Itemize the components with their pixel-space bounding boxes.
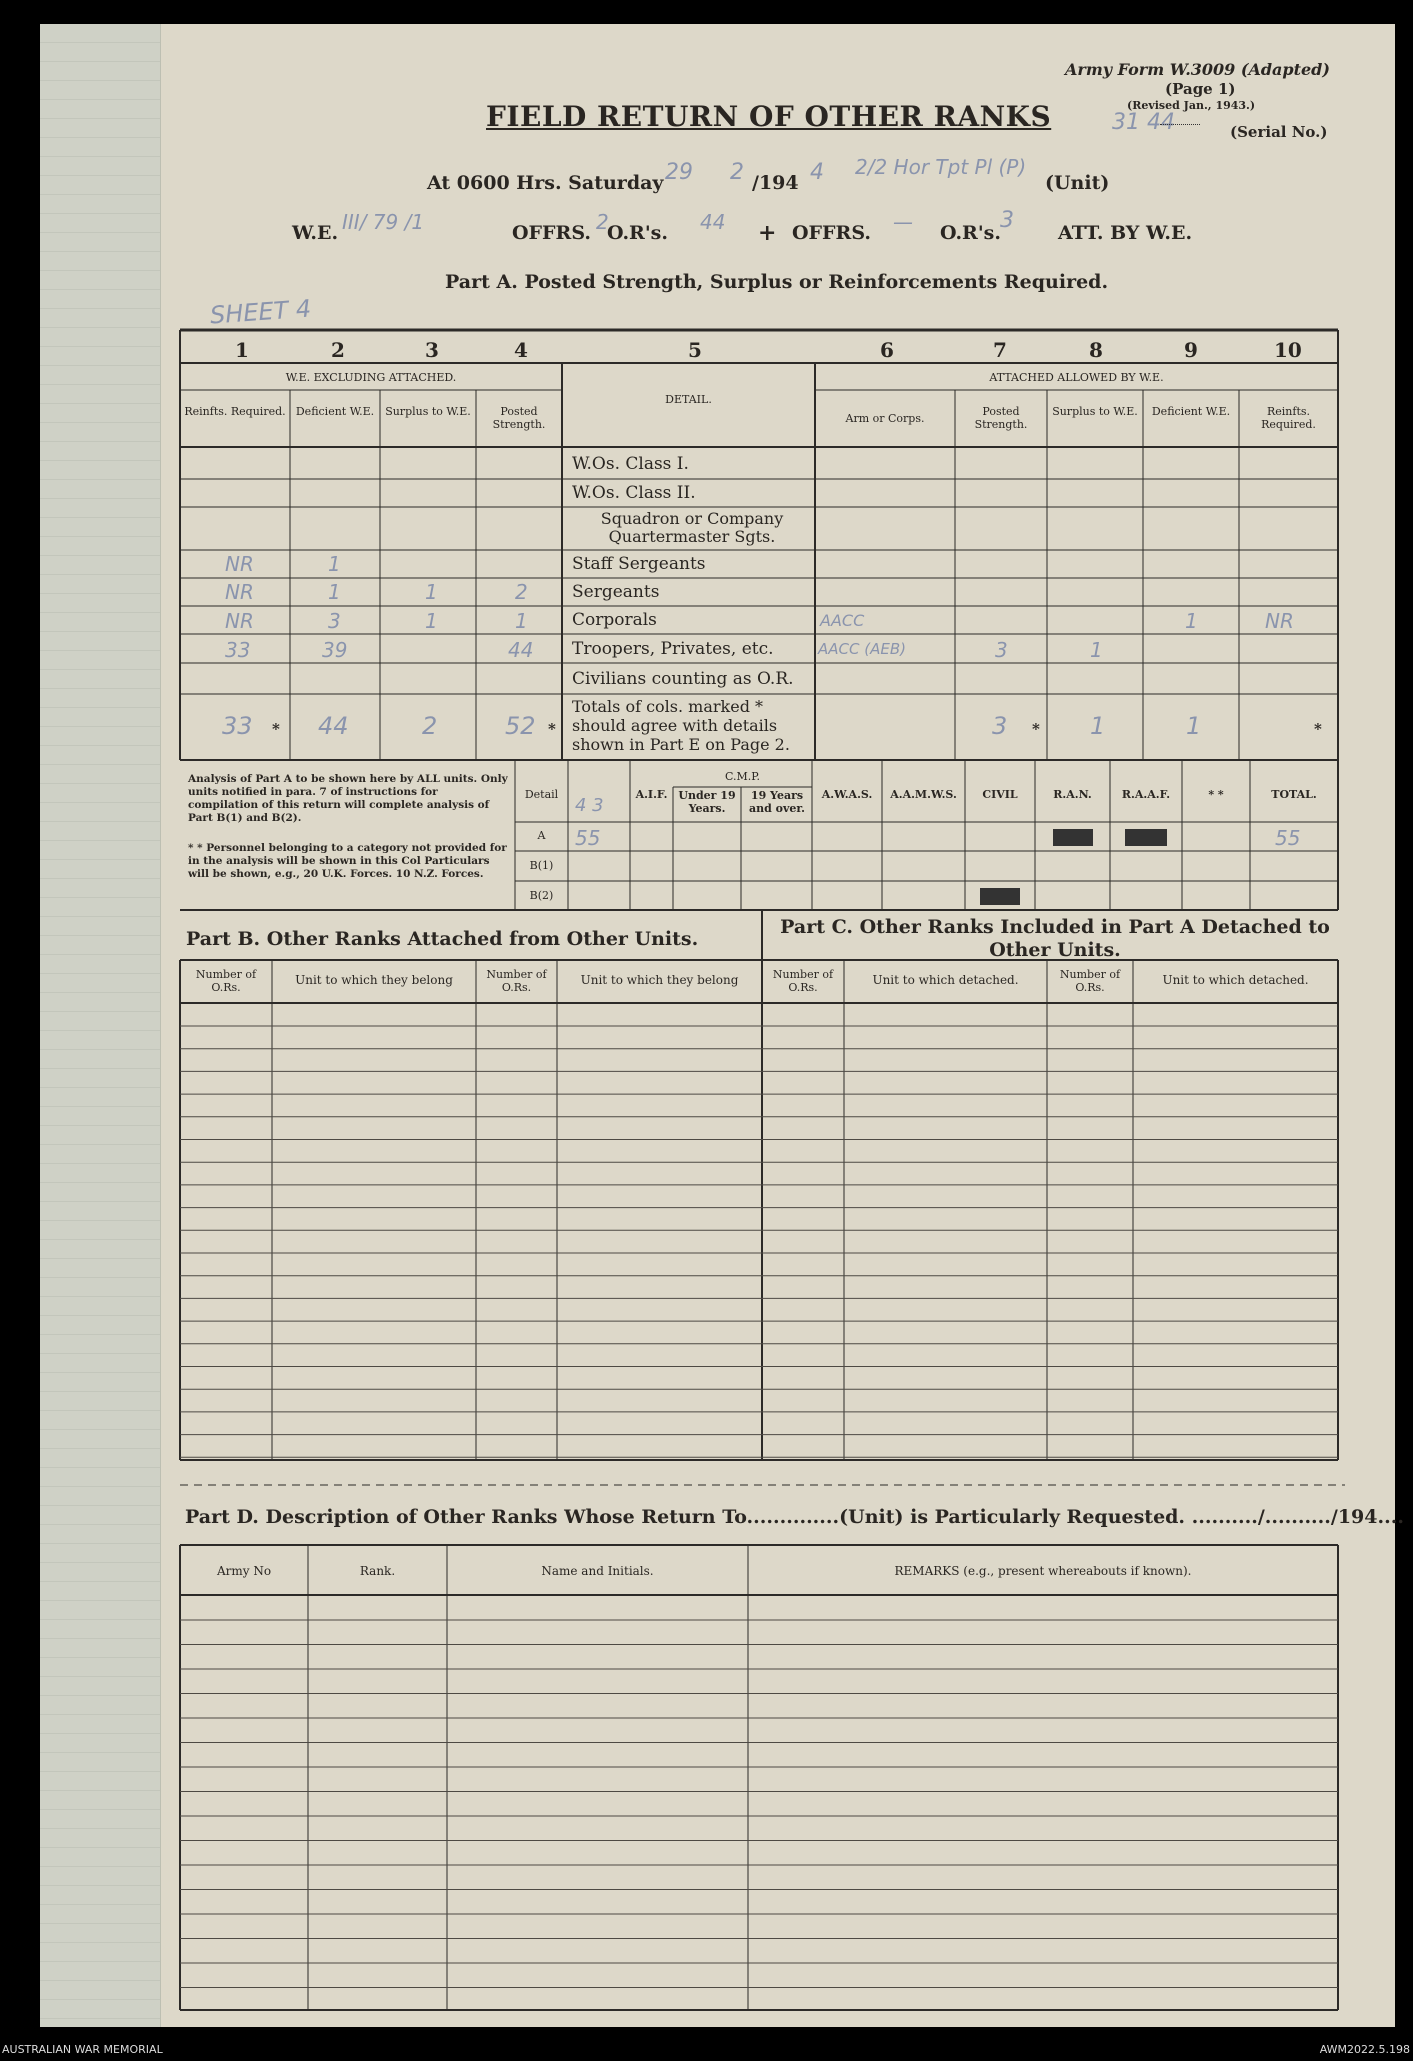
- plus-sign: +: [758, 220, 777, 246]
- hw-total-c9: 1: [1186, 712, 1202, 740]
- hdr-surplus-att: Surplus to W.E.: [1052, 405, 1138, 418]
- hw-total-c3: 2: [422, 712, 438, 740]
- col-num-5: 5: [688, 338, 702, 362]
- hw-tpr-c2: 39: [322, 638, 348, 662]
- col-num-10: 10: [1274, 338, 1302, 362]
- hw-tpr-c4: 44: [508, 638, 534, 662]
- part-d-h1: Army No: [216, 1564, 272, 1578]
- row-wo-class-1: W.Os. Class I.: [572, 454, 689, 474]
- col-num-8: 8: [1089, 338, 1103, 362]
- hw-cpl-c2: 3: [328, 609, 341, 633]
- col-raaf: R.A.A.F.: [1121, 788, 1171, 801]
- hw-total-c7: 3: [992, 712, 1008, 740]
- part-d-h3: Name and Initials.: [541, 1564, 654, 1578]
- col-total: TOTAL.: [1271, 788, 1317, 801]
- part-c-h4: Unit to which detached.: [1162, 973, 1309, 987]
- ors2-hw: 3: [1000, 208, 1014, 233]
- part-d-title: Part D. Description of Other Ranks Whose Return To..............(Unit) is Particularly Requested. ........../........../194....: [185, 1506, 1404, 1528]
- col-other: * *: [1208, 788, 1224, 801]
- hw-total-c8: 1: [1090, 712, 1106, 740]
- row-civilians: Civilians counting as O.R.: [572, 669, 794, 689]
- hw-sgt-c4: 2: [515, 580, 528, 604]
- col-num-6: 6: [880, 338, 894, 362]
- hw-total-c2: 44: [318, 712, 349, 740]
- hw-cpl-c4: 1: [515, 609, 528, 633]
- date-day-hw: 29: [665, 160, 693, 185]
- hw-total-c4: 52: [505, 712, 536, 740]
- ors2-label: O.R's.: [940, 222, 1001, 244]
- hw-analysis-a: 55: [575, 826, 601, 850]
- hdr-reinfts-required: Reinfts. Required.: [184, 405, 286, 418]
- hw-cpl-c3: 1: [425, 609, 438, 633]
- we-hw: III/ 79 /1: [342, 210, 425, 234]
- serial-handwritten: 31 44: [1112, 110, 1175, 135]
- row-corporals: Corporals: [572, 610, 657, 630]
- hw-sgt-c2: 1: [328, 580, 341, 604]
- analysis-detail-header: Detail: [524, 788, 559, 801]
- part-d-h2: Rank.: [359, 1564, 396, 1578]
- hw-cpl-c10: NR: [1265, 609, 1294, 633]
- offrs2-label: OFFRS.: [792, 222, 871, 244]
- hw-sgt-c3: 1: [425, 580, 438, 604]
- part-b-title: Part B. Other Ranks Attached from Other Units.: [186, 928, 699, 950]
- analysis-row-a: A: [537, 829, 546, 842]
- hdr-reinfts-att: Reinfts. Required.: [1261, 405, 1316, 431]
- detail-header: DETAIL.: [665, 393, 712, 406]
- row-troopers: Troopers, Privates, etc.: [572, 639, 774, 659]
- offrs2-hw: —: [893, 210, 913, 234]
- row-qm-sgts: Squadron or Company Quartermaster Sgts.: [600, 509, 784, 546]
- blocked-cell-ran: [1053, 829, 1093, 846]
- part-c-h2: Unit to which detached.: [872, 973, 1019, 987]
- hw-tpr-c6: AACC (AEB): [818, 640, 906, 658]
- year-hw: 4: [810, 160, 824, 185]
- cmp-header: C.M.P.: [725, 770, 760, 783]
- hw-tpr-c8: 1: [1090, 638, 1103, 662]
- offrs-hw: 2: [596, 210, 609, 234]
- col-num-1: 1: [235, 338, 249, 362]
- hw-ss-c2: 1: [328, 552, 341, 576]
- blocked-cell-raaf: [1125, 829, 1167, 846]
- hdr-posted-strength-att: Posted Strength.: [974, 405, 1028, 431]
- hw-analysis-aif: 4 3: [575, 795, 604, 816]
- date-month-hw: 2: [730, 160, 744, 185]
- hw-tpr-c1: 33: [225, 638, 251, 662]
- part-b-h1: Number of O.Rs.: [195, 968, 257, 994]
- part-b-h4: Unit to which they belong: [580, 973, 739, 987]
- hdr-posted-strength: Posted Strength.: [492, 405, 546, 431]
- row-totals: Totals of cols. marked * should agree with details shown in Part E on Page 2.: [572, 697, 790, 754]
- part-a-title: Part A. Posted Strength, Surplus or Reinforcements Required.: [445, 271, 1109, 293]
- blocked-cell-civil: [980, 888, 1020, 905]
- form-id: Army Form W.3009 (Adapted): [1065, 60, 1330, 79]
- part-c-h1: Number of O.Rs.: [772, 968, 834, 994]
- serial-label: (Serial No.): [1230, 123, 1328, 141]
- analysis-row-b1: B(1): [529, 859, 554, 872]
- col-civil: CIVIL: [982, 788, 1018, 801]
- row-wo-class-2: W.Os. Class II.: [572, 483, 696, 503]
- part-d-h4: REMARKS (e.g., present whereabouts if known).: [894, 1564, 1192, 1578]
- hw-sgt-c1: NR: [225, 580, 254, 604]
- row-sergeants: Sergeants: [572, 582, 660, 602]
- year-label: /194: [752, 172, 799, 194]
- hw-cpl-c9: 1: [1185, 609, 1198, 633]
- hw-total-c1: 33: [222, 712, 253, 740]
- part-c-h3: Number of O.Rs.: [1059, 968, 1121, 994]
- row-staff-sergeants: Staff Sergeants: [572, 554, 706, 574]
- hdr-surplus: Surplus to W.E.: [385, 405, 471, 418]
- col-awas: A.W.A.S.: [821, 788, 873, 801]
- we-label: W.E.: [292, 222, 339, 244]
- hdr-arm-corps: Arm or Corps.: [845, 412, 925, 425]
- col-ran: R.A.N.: [1053, 788, 1092, 801]
- sheet-number-hw: SHEET 4: [209, 294, 313, 330]
- page-number: (Page 1): [1165, 80, 1236, 98]
- ors-hw: 44: [700, 210, 726, 234]
- part-c-title: Part C. Other Ranks Included in Part A Detached to Other Units.: [780, 916, 1330, 961]
- col-19over: 19 Years and over.: [749, 789, 805, 815]
- time-label: At 0600 Hrs. Saturday: [427, 172, 664, 194]
- part-b-h2: Unit to which they belong: [295, 973, 453, 987]
- revised-date: (Revised Jan., 1943.): [1127, 99, 1256, 112]
- right-group-header: ATTACHED ALLOWED BY W.E.: [989, 371, 1164, 384]
- hdr-deficient-att: Deficient W.E.: [1151, 405, 1231, 418]
- col-num-2: 2: [331, 338, 345, 362]
- col-num-3: 3: [425, 338, 439, 362]
- left-group-header: W.E. EXCLUDING ATTACHED.: [285, 371, 457, 384]
- hw-tpr-c7: 3: [995, 638, 1008, 662]
- hw-analysis-total: 55: [1275, 826, 1301, 850]
- col-aamws: A.A.M.W.S.: [890, 788, 957, 801]
- col-num-4: 4: [514, 338, 528, 362]
- att-label: ATT. BY W.E.: [1058, 222, 1193, 244]
- hdr-deficient: Deficient W.E.: [295, 405, 375, 418]
- unit-label: (Unit): [1045, 172, 1110, 194]
- unit-hw: 2/2 Hor Tpt Pl (P): [855, 155, 1027, 179]
- footer-accession: AWM2022.5.198: [1319, 2043, 1410, 2056]
- col-num-9: 9: [1184, 338, 1198, 362]
- footer-source: AUSTRALIAN WAR MEMORIAL: [2, 2043, 163, 2056]
- analysis-note: Analysis of Part A to be shown here by ALL units. Only units notified in para. 7 of instructions for compilation of this return will complete analysis of Part B(1) and B(2).: [188, 773, 508, 824]
- col-under19: Under 19 Years.: [678, 789, 736, 815]
- analysis-row-b2: B(2): [529, 889, 554, 902]
- hw-cpl-c1: NR: [225, 609, 254, 633]
- hw-cpl-c6: AACC: [820, 611, 865, 630]
- col-aif: A.I.F.: [635, 788, 668, 801]
- ors-label: O.R's.: [607, 222, 668, 244]
- hw-ss-c1: NR: [225, 552, 254, 576]
- offrs-label: OFFRS.: [512, 222, 591, 244]
- col-num-7: 7: [993, 338, 1007, 362]
- form-title: FIELD RETURN OF OTHER RANKS: [486, 100, 1052, 133]
- analysis-footnote: * * Personnel belonging to a category not provided for in the analysis will be shown in this Col Particulars will be shown, e.g., 20 U.K. Forces. 10 N.Z. Forces.: [188, 842, 507, 880]
- part-b-h3: Number of O.Rs.: [486, 968, 547, 994]
